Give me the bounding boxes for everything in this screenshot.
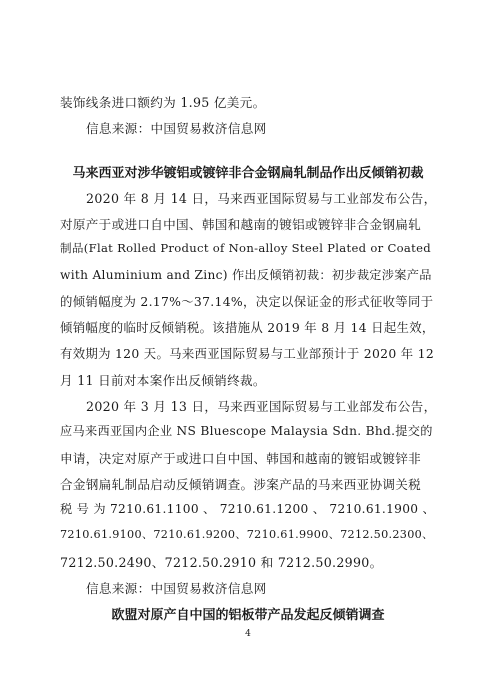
body-line: 2020 年 8 月 14 日，马来西亚国际贸易与工业部发布公告， <box>86 191 437 206</box>
body-line: 装饰线条进口额约为 1.95 亿美元。 <box>60 95 266 110</box>
body-line: 有效期为 120 天。马来西亚国际贸易与工业部预计于 2020 年 12 <box>60 346 435 361</box>
body-line: 合金钢扁轧制品启动反倾销调查。涉案产品的马来西亚协调关税 <box>60 477 422 492</box>
source-line: 信息来源：中国贸易救济信息网 <box>86 121 267 136</box>
body-line: 月 11 日前对本案作出反倾销终裁。 <box>60 373 266 388</box>
section-heading: 欧盟对原产自中国的铝板带产品发起反倾销调查 <box>111 608 385 623</box>
page-number: 4 <box>245 629 251 639</box>
body-line: 倾销幅度的临时反倾销税。该措施从 2019 年 8 月 14 日起生效， <box>60 320 435 335</box>
source-line: 信息来源：中国贸易救济信息网 <box>86 581 267 596</box>
body-line: 7212.50.2490、7212.50.2910 和 7212.50.2990。 <box>60 555 383 570</box>
body-line: 制品(Flat Rolled Product of Non-alloy Steel Plated or Coated <box>60 241 431 255</box>
section-heading: 马来西亚对涉华镀铝或镀锌非合金钢扁轧制品作出反倾销初裁 <box>72 166 424 181</box>
body-line: 税 号 为 7210.61.1100 、 7210.61.1200 、 7210.61.1900 、 <box>60 502 435 516</box>
body-line: with Aluminium and Zinc) 作出反倾销初裁：初步裁定涉案产品 <box>60 268 432 282</box>
body-line: 申请，决定对原产于或进口自中国、韩国和越南的镀铝或镀锌非 <box>60 451 422 466</box>
body-line: 2020 年 3 月 13 日，马来西亚国际贸易与工业部发布公告， <box>86 399 437 414</box>
body-line: 对原产于或进口自中国、韩国和越南的镀铝或镀锌非合金钢扁轧 <box>60 217 422 232</box>
body-line: 的倾销幅度为 2.17%～37.14%，决定以保证金的形式征收等同于 <box>60 294 434 309</box>
body-line: 应马来西亚国内企业 NS Bluescope Malaysia Sdn. Bhd.提交的 <box>60 424 433 438</box>
body-line: 7210.61.9100、7210.61.9200、7210.61.9900、7212.50.2300、 <box>60 528 434 541</box>
